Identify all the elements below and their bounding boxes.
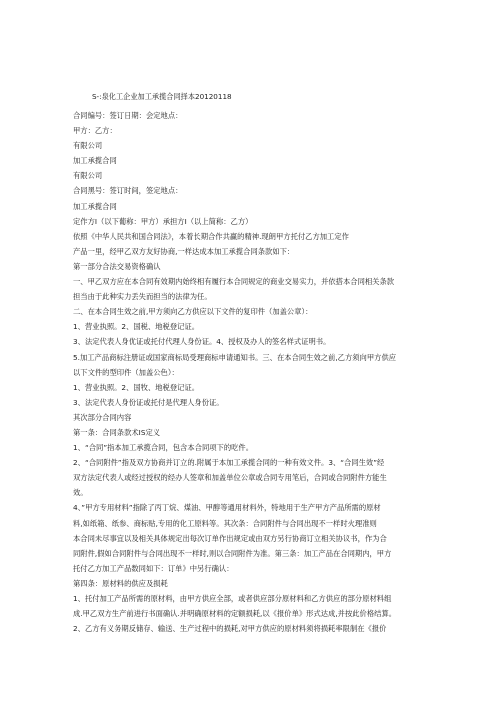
text-line: 1、营业执照。2、国税、地税登记证。 xyxy=(73,322,200,332)
text-line: 产品一里，经甲乙双方友好协商,一样达成本加工承揽合同条款如下： xyxy=(73,246,295,256)
text-line: 第一部分合法交易资格确认 xyxy=(73,261,161,271)
text-line: 加工承揽合同 xyxy=(73,156,117,166)
text-line: 担当由于此种实力丢失而担当的法律为任。 xyxy=(73,292,212,302)
text-line: 合同黑号：签订时间，签定地点： xyxy=(73,186,183,196)
text-line: 2、乙方有义务期反储存、输送、生产过程中的损耗,对甲方供应的原材料须将损耗率限制在《报价 xyxy=(73,624,387,634)
text-line: 定作方I（以下葡称：甲方）承担方I（以上简称：乙方） xyxy=(73,216,253,226)
text-line: 3、法定代表人身优证或托付代理人身份证。4、授权及办人的签名样式证明书。 xyxy=(73,337,331,347)
text-line: 二、在本合同生效之前,甲方须向乙方供应以下文件的复印件（加盖公章）： xyxy=(73,307,313,317)
text-line: 成.甲乙双方生产前进行书面确认.并明确原材料的定额损耗,以《报价单》形式达成,并按此价格结算。 xyxy=(73,609,397,619)
text-line: 3、法定代表人身份证或托付是代理人身份证。 xyxy=(73,397,224,407)
text-line: 双方法定代表人或经过授权的经办人签章和加盖单位公章或合同专用笔后，合同或合同附件方能生 xyxy=(73,473,387,483)
text-line: 其次部分合同内容 xyxy=(73,412,132,422)
text-line: 料,如纸箱、纸参、商标贴,专用的化工原料等。其次条：合同附件与合同出现不一样时火理准则 xyxy=(73,518,377,528)
text-line: 第一条：合同条款术IS定义 xyxy=(73,427,161,437)
text-line: 1、营业执照。2、国牧、地税登记证。 xyxy=(73,382,200,392)
document-body xyxy=(73,108,433,636)
document-title: S-:泉化工企业加工承揽合同择本20120118 xyxy=(92,92,232,101)
text-line: 加工承揽合同 xyxy=(73,201,117,211)
text-line: 第四条：原材料的供应及损耗 xyxy=(73,578,168,588)
text-line: 以下文件的型印件（加盖公色）： xyxy=(73,367,179,377)
text-line: 依照《中华人民共和国合同法》，本着长期合作共赢的精神.现朗甲方托付乙方加工定作 xyxy=(73,231,349,241)
text-line: 有限公司 xyxy=(73,141,103,151)
text-line: 同附件,假如合同附件与合同出现不一样时,则以合同附件为准。第三条：加工产品在合同期内，甲方 xyxy=(73,548,392,558)
text-line: 有限公司 xyxy=(73,171,103,181)
text-line: 效。 xyxy=(73,488,88,498)
text-line: 4、”甲方专用材料”指除了丙丁烷、煤油、甲醇等通用材料外，特地用于生产甲方产品所需的原材 xyxy=(73,503,381,513)
text-line: 5.加工产品商标注册证或国家商标局受理商标申请通知书。三、在本合同生效之前,乙方须向甲方供应 xyxy=(73,352,397,362)
text-line: 本合同未尽事宜以及相关具体规定出每次订单作出规定或由双方另行协商订立相关协议书，作为合 xyxy=(73,533,387,543)
text-line: 2、“合同附件”指及双方协商并订立的.附属于本加工承揽合同的一种有效文件。3、“合同生效”经 xyxy=(73,458,385,468)
text-line: 合同编号：签订日期：会定地点： xyxy=(73,111,183,120)
text-line: 托付乙方加工产品数同如下：订单》中另行确认： xyxy=(73,563,234,573)
text-line: 甲方：乙方： xyxy=(73,126,117,136)
text-line: 1、“合同”指本加工承揽合同，包含本合同项下的吃件。 xyxy=(73,443,254,453)
text-line: 1、托付加工产品所需的原材料，由甲方供应全部，或者供应部分原材料和乙方供应的部分原材料组 xyxy=(73,594,392,603)
text-line: 一、甲乙双方应在本合同有效期内始终相有履行本合同规定的商业交易实力，并依搭本合同相关条款 xyxy=(73,277,395,287)
